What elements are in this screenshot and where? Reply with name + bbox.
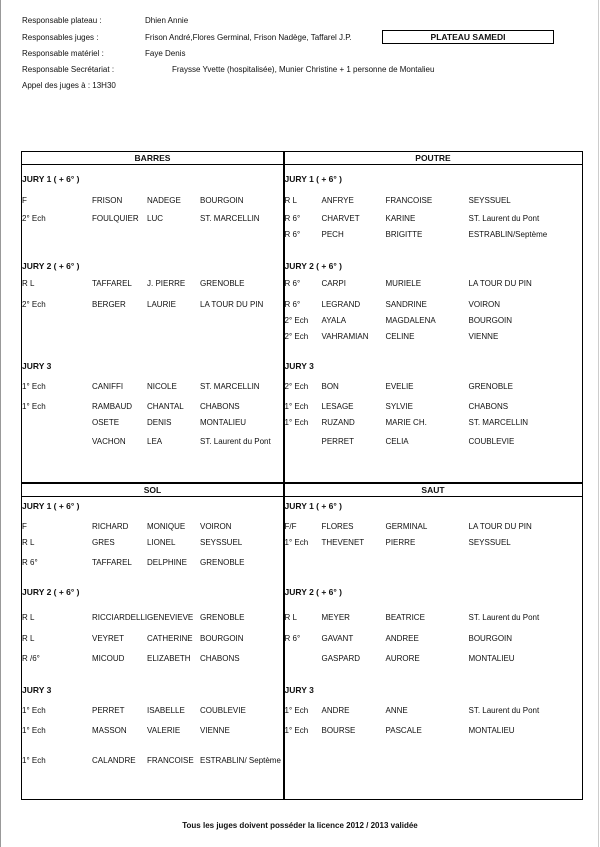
judge-club: GRENOBLE [468,382,513,391]
judge-surname: TAFFAREL [92,279,132,288]
header-label: Responsable Secrétariat : [22,65,115,74]
judge-row [22,382,283,392]
judge-level: F [22,196,27,205]
judge-surname: BON [321,382,339,391]
judge-club: SEYSSUEL [468,537,511,547]
page-left-edge [0,0,1,847]
judge-level: F [22,521,27,531]
judge-surname: AYALA [321,316,347,325]
judge-row [285,230,582,240]
judge-club: CHABONS [468,402,509,411]
judge-row [22,558,283,568]
judge-club: GRENOBLE [200,557,245,567]
judge-firstname: GERMINAL [385,521,428,531]
quadrant-sol [22,484,283,799]
judge-surname: CANIFFI [92,382,124,391]
judge-surname: PECH [321,230,344,239]
judge-firstname: FRANCOISE [385,196,433,205]
judge-row [22,613,283,623]
judge-surname: GAVANT [321,633,354,643]
judge-firstname: J. PIERRE [147,279,186,288]
judge-club: MONTALIEU [200,418,247,427]
apparatus-title: BARRES [22,152,283,165]
header-value: Faye Denis [145,49,186,58]
judge-surname: MICOUD [92,653,125,663]
appel-juges: Appel des juges à : 13H30 [22,81,116,90]
judge-firstname: KARINE [385,214,416,223]
judge-surname: OSETE [92,418,120,427]
judge-club: ST. Laurent du Pont [468,612,540,622]
judge-level: 1° Ech [284,725,309,735]
judge-surname: MASSON [92,725,127,735]
jury-heading: JURY 2 ( + 6° ) [22,261,80,271]
judge-level: R 6° [284,300,301,309]
judge-row [285,437,582,447]
judge-level: R 6° [22,557,38,567]
judge-firstname: MURIELE [385,279,422,288]
judge-firstname: DENIS [147,418,172,427]
judge-club: GRENOBLE [200,612,245,622]
judge-firstname: BRIGITTE [385,230,423,239]
judge-row [22,634,283,644]
judge-firstname: ISABELLE [147,705,185,715]
jury-heading: JURY 2 ( + 6° ) [284,261,342,271]
judge-row [285,300,582,310]
judge-firstname: NADEGE [147,196,181,205]
judge-level: 2° Ech [22,300,46,309]
judge-club: BOURGOIN [200,196,244,205]
judge-level: R 6° [284,230,301,239]
judge-row [22,654,283,664]
header-label: Responsables juges : [22,33,99,42]
judge-level: 1° Ech [22,382,46,391]
judge-level: F/F [284,521,297,531]
judge-club: COUBLEVIE [200,705,246,715]
judge-club: BOURGOIN [468,316,513,325]
judge-surname: PERRET [92,705,125,715]
judge-firstname: FRANCOISE [147,755,194,765]
judge-surname: RAMBAUD [92,402,133,411]
judge-row [285,522,582,532]
judge-club: MONTALIEU [468,653,515,663]
quadrant-barres [22,152,283,482]
judge-firstname: CATHERINE [147,633,193,643]
judge-surname: TAFFAREL [92,557,132,567]
judge-row [285,634,582,644]
judge-row [285,316,582,326]
jury-heading: JURY 2 ( + 6° ) [22,586,80,597]
judge-firstname: EVELIE [385,382,414,391]
judge-level: R L [284,612,297,622]
judge-level: 2° Ech [22,214,46,223]
judge-club: ST. Laurent du Pont [468,214,540,223]
judge-level: R L [22,537,35,547]
judge-row [285,726,582,736]
judge-surname: THEVENET [321,537,365,547]
judge-surname: RICHARD [92,521,129,531]
judge-club: COUBLEVIE [468,437,515,446]
judge-level: 1° Ech [22,725,46,735]
judge-surname: CALANDRE [92,755,136,765]
judge-row [22,756,283,766]
judge-level: 1° Ech [284,537,309,547]
judge-club: VIENNE [468,332,499,341]
judge-row [285,706,582,716]
header-value: Dhien Annie [145,16,189,25]
judge-row [22,402,283,412]
judge-firstname: MAGDALENA [385,316,436,325]
judge-club: SEYSSUEL [468,196,511,205]
judge-level: R 6° [284,633,301,643]
judge-club: LA TOUR DU PIN [468,521,532,531]
judge-surname: RUZAND [321,418,355,427]
judge-row [285,538,582,548]
license-notice: Tous les juges doivent posséder la licence 2012 / 2013 validée [182,821,418,830]
judge-firstname: LAURIE [147,300,176,309]
judge-level: R /6° [22,653,40,663]
judge-club: BOURGOIN [200,633,244,643]
judge-surname: LEGRAND [321,300,361,309]
judge-surname: BERGER [92,300,126,309]
judge-club: MONTALIEU [468,725,515,735]
header-value: Frison André,Flores Germinal, Frison Nadège, Taffarel J.P. [145,33,352,42]
judge-club: ST. MARCELLIN [200,382,260,391]
judge-row [285,196,582,206]
judge-level: 1° Ech [22,755,46,765]
judge-club: SEYSSUEL [200,537,243,547]
judge-firstname: DELPHINE [147,557,188,567]
judge-surname: FRISON [92,196,123,205]
jury-heading: JURY 3 [22,361,52,371]
jury-heading: JURY 3 [284,361,314,371]
judge-level: 1° Ech [284,418,309,427]
jury-heading: JURY 1 ( + 6° ) [284,500,342,511]
judge-level: R 6° [284,279,301,288]
judge-row [22,706,283,716]
judge-surname: FOULQUIER [92,214,139,223]
judge-club: VOIRON [200,521,232,531]
judge-club: ST. MARCELLIN [468,418,529,427]
judge-firstname: PASCALE [385,725,422,735]
judge-surname: RICCIARDELLI [92,612,148,622]
judge-level: 1° Ech [284,402,309,411]
apparatus-title: SOL [22,484,283,497]
judge-firstname: CELINE [385,332,415,341]
judge-firstname: VALERIE [147,725,181,735]
jury-grid [21,151,583,800]
judge-firstname: ANDREE [385,633,419,643]
judge-row [22,418,283,428]
judge-level: 1° Ech [22,402,46,411]
judge-row [22,726,283,736]
judge-level: R L [22,612,35,622]
judge-firstname: AURORE [385,653,420,663]
judge-row [285,402,582,412]
judge-row [22,522,283,532]
judge-level: R 6° [284,214,301,223]
judge-firstname: ELIZABETH [147,653,191,663]
judge-firstname: PIERRE [385,537,416,547]
judge-surname: LESAGE [321,402,354,411]
judge-level: 1° Ech [22,705,46,715]
judge-row [22,437,283,447]
judge-row [22,300,283,310]
header-value: Fraysse Yvette (hospitalisée), Munier Christine + 1 personne de Montalieu [172,65,435,74]
judge-level: R L [284,196,297,205]
judge-row [285,418,582,428]
judge-firstname: GENEVIEVE [147,612,194,622]
judge-firstname: CHANTAL [147,402,184,411]
judge-surname: VACHON [92,437,126,446]
judge-firstname: LEA [147,437,163,446]
judge-club: GRENOBLE [200,279,245,288]
judge-surname: GASPARD [321,653,361,663]
judge-row [285,279,582,289]
judge-surname: BOURSE [321,725,356,735]
judge-firstname: MARIE CH. [385,418,427,427]
apparatus-title: POUTRE [285,152,582,165]
judge-firstname: MONIQUE [147,521,186,531]
jury-heading: JURY 2 ( + 6° ) [284,586,342,597]
apparatus-title: SAUT [285,484,582,497]
judge-club: ST. Laurent du Pont [200,437,271,446]
judge-surname: ANDRE [321,705,350,715]
judge-level: 2° Ech [284,382,309,391]
judge-row [22,214,283,224]
judge-firstname: SYLVIE [385,402,413,411]
judge-level: 1° Ech [284,705,309,715]
judge-row [22,538,283,548]
judge-club: ESTRABLIN/Septème [468,230,548,239]
quadrant-saut [285,484,582,799]
judge-row [22,196,283,206]
judge-club: CHABONS [200,653,240,663]
judge-row [285,654,582,664]
judge-club: CHABONS [200,402,240,411]
jury-heading: JURY 3 [22,684,52,695]
judge-firstname: NICOLE [147,382,177,391]
judge-row [285,613,582,623]
judge-row [285,214,582,224]
judge-club: VIENNE [200,725,230,735]
judge-row [285,382,582,392]
judge-surname: CARPI [321,279,346,288]
judge-club: LA TOUR DU PIN [468,279,532,288]
jury-heading: JURY 1 ( + 6° ) [22,500,80,511]
judge-row [22,279,283,289]
judge-surname: VAHRAMIAN [321,332,369,341]
judge-level: 2° Ech [284,316,309,325]
judge-club: VOIRON [468,300,501,309]
judge-firstname: LUC [147,214,164,223]
jury-heading: JURY 3 [284,684,314,695]
plateau-title-box: PLATEAU SAMEDI [382,30,554,44]
judge-firstname: CELIA [385,437,409,446]
judge-club: ST. Laurent du Pont [468,705,540,715]
judge-row [285,332,582,342]
judge-level: R L [22,279,35,288]
quadrant-poutre [285,152,582,482]
judge-club: ST. MARCELLIN [200,214,260,223]
judge-surname: GRES [92,537,115,547]
jury-heading: JURY 1 ( + 6° ) [22,174,80,184]
judge-surname: MEYER [321,612,350,622]
judge-surname: FLORES [321,521,354,531]
judge-surname: PERRET [321,437,354,446]
header-label: Responsable matériel : [22,49,104,58]
page-right-edge [598,0,599,847]
judge-level: 2° Ech [284,332,309,341]
judge-firstname: ANNE [385,705,408,715]
judge-club: ESTRABLIN/ Septème [200,755,281,765]
judge-level: R L [22,633,35,643]
judge-club: LA TOUR DU PIN [200,300,264,309]
judge-surname: VEYRET [92,633,125,643]
judge-firstname: SANDRINE [385,300,427,309]
header-label: Responsable plateau : [22,16,102,25]
judge-firstname: BEATRICE [385,612,425,622]
judge-surname: CHARVET [321,214,360,223]
judge-surname: ANFRYE [321,196,354,205]
jury-heading: JURY 1 ( + 6° ) [284,174,342,184]
judge-club: BOURGOIN [468,633,513,643]
judge-firstname: LIONEL [147,537,176,547]
